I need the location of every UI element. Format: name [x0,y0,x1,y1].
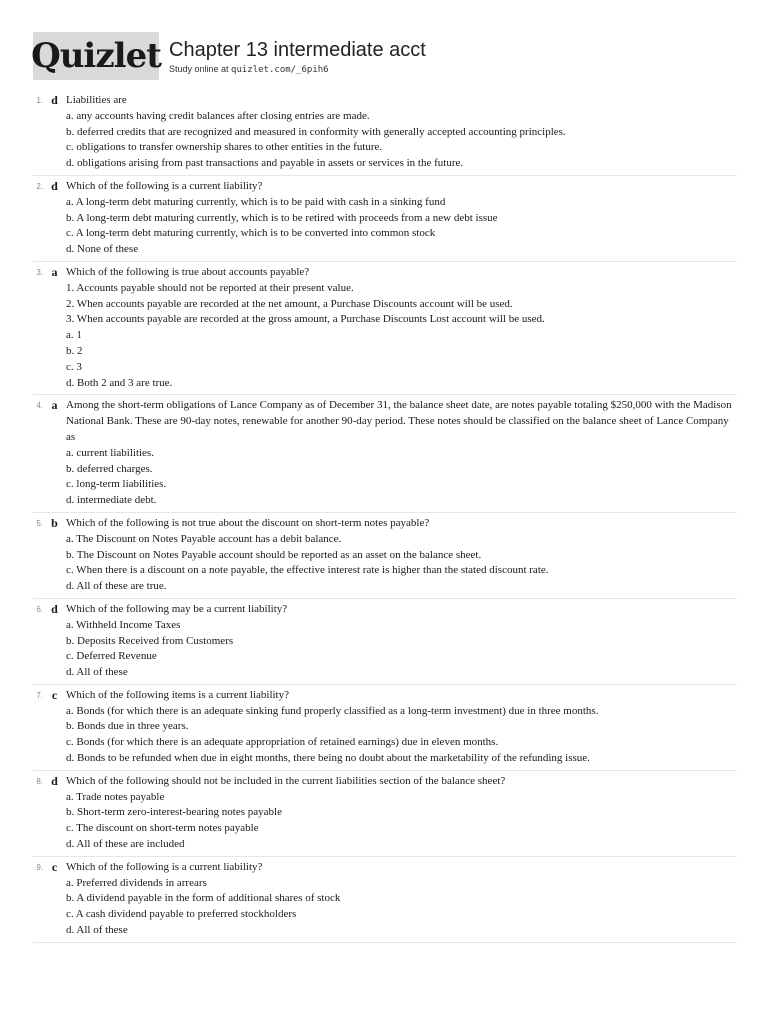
question-option: b. The Discount on Notes Payable account should be reported as an asset on the balance sheet. [66,548,482,561]
question-text: Which of the following should not be included in the current liabilities section of the balance sheet? [66,774,506,787]
question-option: a. 1 [66,329,82,342]
question-text: Liabilities are [66,94,127,106]
question-answer: c [51,687,58,702]
question-option: c. The discount on short-term notes payable [66,822,259,835]
question-option: c. Deferred Revenue [66,650,157,663]
question-item [33,513,737,599]
question-answer: d [51,601,58,616]
question-body [66,179,737,258]
question-body [66,774,737,853]
question-body [66,860,737,939]
question-number: 3. [36,267,43,277]
question-answer: d [51,773,58,788]
question-option: d. Both 2 and 3 are true. [66,376,173,389]
question-option: d. All of these [66,666,128,679]
question-item [33,395,737,513]
question-item [33,176,737,262]
question-number: 9. [36,862,43,872]
question-answer: c [51,859,58,874]
title-block [169,32,426,80]
study-url-link[interactable]: quizlet.com/_6pih6 [231,64,329,75]
question-number: 8. [36,776,43,786]
question-body [66,93,737,172]
page-title: Chapter 13 intermediate acct [169,38,426,61]
question-option: a. any accounts having credit balances after closing entries are made. [66,109,370,122]
question-number: 6. [36,604,43,614]
question-text: Among the short-term obligations of Lance Company as of December 31, the balance sheet date, are notes payable totaling $250,000 with the Madison National Bank. These are 90-day notes, renewable for another 90-day period. These notes should be classified on the balance sheet of Lance Company as [66,399,732,443]
question-number: 5. [36,518,43,528]
question-option: a. Trade notes payable [66,790,165,803]
question-option: c. 3 [66,360,82,373]
question-item [33,90,737,176]
question-option: 1. Accounts payable should not be reported at their present value. [66,281,354,294]
question-body [66,398,737,509]
question-text: Which of the following is a current liability? [66,179,263,192]
question-body [66,602,737,681]
question-item [33,771,737,857]
page-header [33,32,737,80]
question-option: b. A dividend payable in the form of additional shares of stock [66,892,341,905]
question-body [66,265,737,391]
question-option: a. current liabilities. [66,446,154,459]
question-option: d. All of these are included [66,838,185,851]
question-option: c. long-term liabilities. [66,478,167,491]
question-option: c. obligations to transfer ownership shares to other entities in the future. [66,141,383,154]
question-option: b. deferred credits that are recognized and measured in conformity with generally accepted accounting principles. [66,125,566,138]
question-number: 7. [36,690,43,700]
question-text: Which of the following is a current liability? [66,860,263,873]
study-online-prefix: Study online at [169,63,232,74]
question-text: Which of the following may be a current liability? [66,602,288,615]
question-option: c. Bonds (for which there is an adequate appropriation of retained earnings) due in eleven months. [66,736,499,749]
question-option: b. Bonds due in three years. [66,720,189,733]
question-text: Which of the following is true about accounts payable? [66,265,310,278]
question-option: a. The Discount on Notes Payable account has a debit balance. [66,532,342,545]
question-answer: a [51,264,58,279]
study-online-line [169,64,426,75]
question-option: a. Bonds (for which there is an adequate sinking fund properly classified as a long-term investment) due in three months. [66,704,599,717]
question-option: c. When there is a discount on a note payable, the effective interest rate is higher than the stated discount rate. [66,564,549,577]
question-option: a. Withheld Income Taxes [66,618,181,631]
question-list [33,90,737,943]
question-option: d. All of these [66,924,128,937]
question-number: 1. [36,96,43,105]
question-answer: d [51,178,58,193]
question-option: d. Bonds to be refunded when due in eight months, there being no doubt about the marketability of the refunding issue. [66,752,590,765]
question-item [33,857,737,943]
question-option: d. obligations arising from past transactions and payable in assets or services in the future. [66,157,464,170]
question-option: b. Deposits Received from Customers [66,634,234,647]
question-option: a. Preferred dividends in arrears [66,876,207,889]
question-answer: a [51,398,58,413]
question-option: c. A cash dividend payable to preferred stockholders [66,908,297,921]
question-option: 2. When accounts payable are recorded at the net amount, a Purchase Discounts account will be used. [66,297,513,310]
question-option: 3. When accounts payable are recorded at the gross amount, a Purchase Discounts Lost account will be used. [66,313,545,326]
question-body [66,516,737,595]
question-body [66,688,737,767]
question-option: b. 2 [66,344,83,357]
question-item [33,599,737,685]
question-answer: b [51,515,58,530]
question-option: d. None of these [66,243,139,256]
question-option: a. A long-term debt maturing currently, which is to be paid with cash in a sinking fund [66,195,446,208]
question-number: 4. [36,401,43,411]
question-item [33,685,737,771]
question-option: b. Short-term zero-interest-bearing notes payable [66,806,282,819]
question-number: 2. [36,181,43,191]
question-option: d. intermediate debt. [66,494,157,507]
question-option: b. A long-term debt maturing currently, which is to be retired with proceeds from a new debt issue [66,211,498,224]
question-option: d. All of these are true. [66,580,167,593]
quizlet-logo: Quizlet [33,32,159,80]
question-option: c. A long-term debt maturing currently, which is to be converted into common stock [66,227,436,240]
question-answer: d [51,93,58,107]
question-option: b. deferred charges. [66,462,153,475]
question-item [33,262,737,395]
question-text: Which of the following items is a current liability? [66,688,289,701]
question-text: Which of the following is not true about the discount on short-term notes payable? [66,516,430,529]
